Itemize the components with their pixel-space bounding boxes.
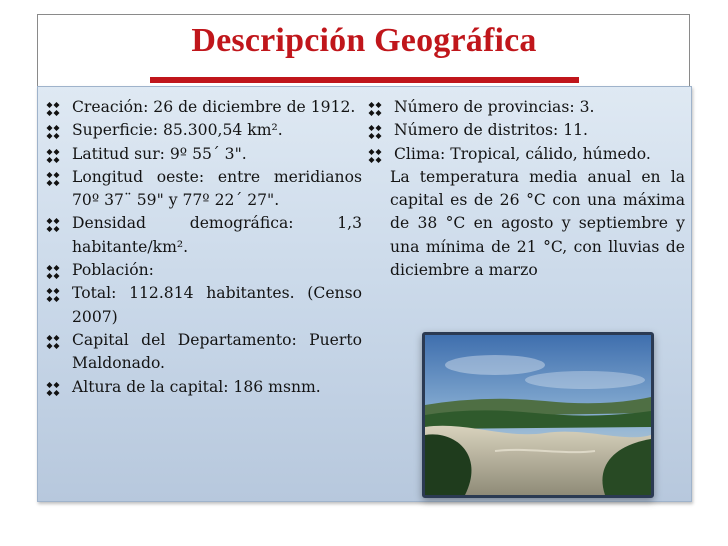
list-item: Latitud sur: 9º 55´ 3". xyxy=(44,143,362,166)
left-column xyxy=(44,96,362,399)
diamond-bullet-icon xyxy=(46,288,60,302)
list-item: Número de provincias: 3. xyxy=(366,96,685,119)
diamond-bullet-icon xyxy=(46,125,60,139)
left-bullet-list xyxy=(44,96,362,399)
diamond-bullet-icon xyxy=(46,172,60,186)
diamond-bullet-icon xyxy=(46,102,60,116)
climate-paragraph: La temperatura media anual en la capital es de 26 °C con una máxima de 38 °C en agosto y septiembre y una mínima de 21 °C, con lluvias de diciembre a marzo xyxy=(390,167,685,280)
list-item: Superficie: 85.300,54 km². xyxy=(44,119,362,142)
list-item: Número de distritos: 11. xyxy=(366,119,685,142)
diamond-bullet-icon xyxy=(368,149,382,163)
diamond-bullet-icon xyxy=(368,125,382,139)
diamond-bullet-icon xyxy=(46,382,60,396)
list-item: Población: xyxy=(44,259,362,282)
diamond-bullet-icon xyxy=(46,335,60,349)
river-landscape-image xyxy=(425,335,651,495)
page-title: Descripción Geográfica xyxy=(191,22,537,59)
list-item: Total: 112.814 habitantes. (Censo 2007) xyxy=(44,282,362,329)
landscape-photo xyxy=(422,332,654,498)
right-bullet-list xyxy=(366,96,685,166)
diamond-bullet-icon xyxy=(46,265,60,279)
list-item: Longitud oeste: entre meridianos 70º 37¨ 59" y 77º 22´ 27". xyxy=(44,166,362,213)
list-item: Clima: Tropical, cálido, húmedo. xyxy=(366,143,685,166)
right-column xyxy=(366,96,685,282)
list-item: Capital del Departamento: Puerto Maldonado. xyxy=(44,329,362,376)
list-item: Altura de la capital: 186 msnm. xyxy=(44,376,362,399)
list-item: Creación: 26 de diciembre de 1912. xyxy=(44,96,362,119)
diamond-bullet-icon xyxy=(46,218,60,232)
diamond-bullet-icon xyxy=(46,149,60,163)
diamond-bullet-icon xyxy=(368,102,382,116)
title-underline xyxy=(150,77,579,83)
list-item: Densidad demográfica: 1,3 habitante/km². xyxy=(44,212,362,259)
